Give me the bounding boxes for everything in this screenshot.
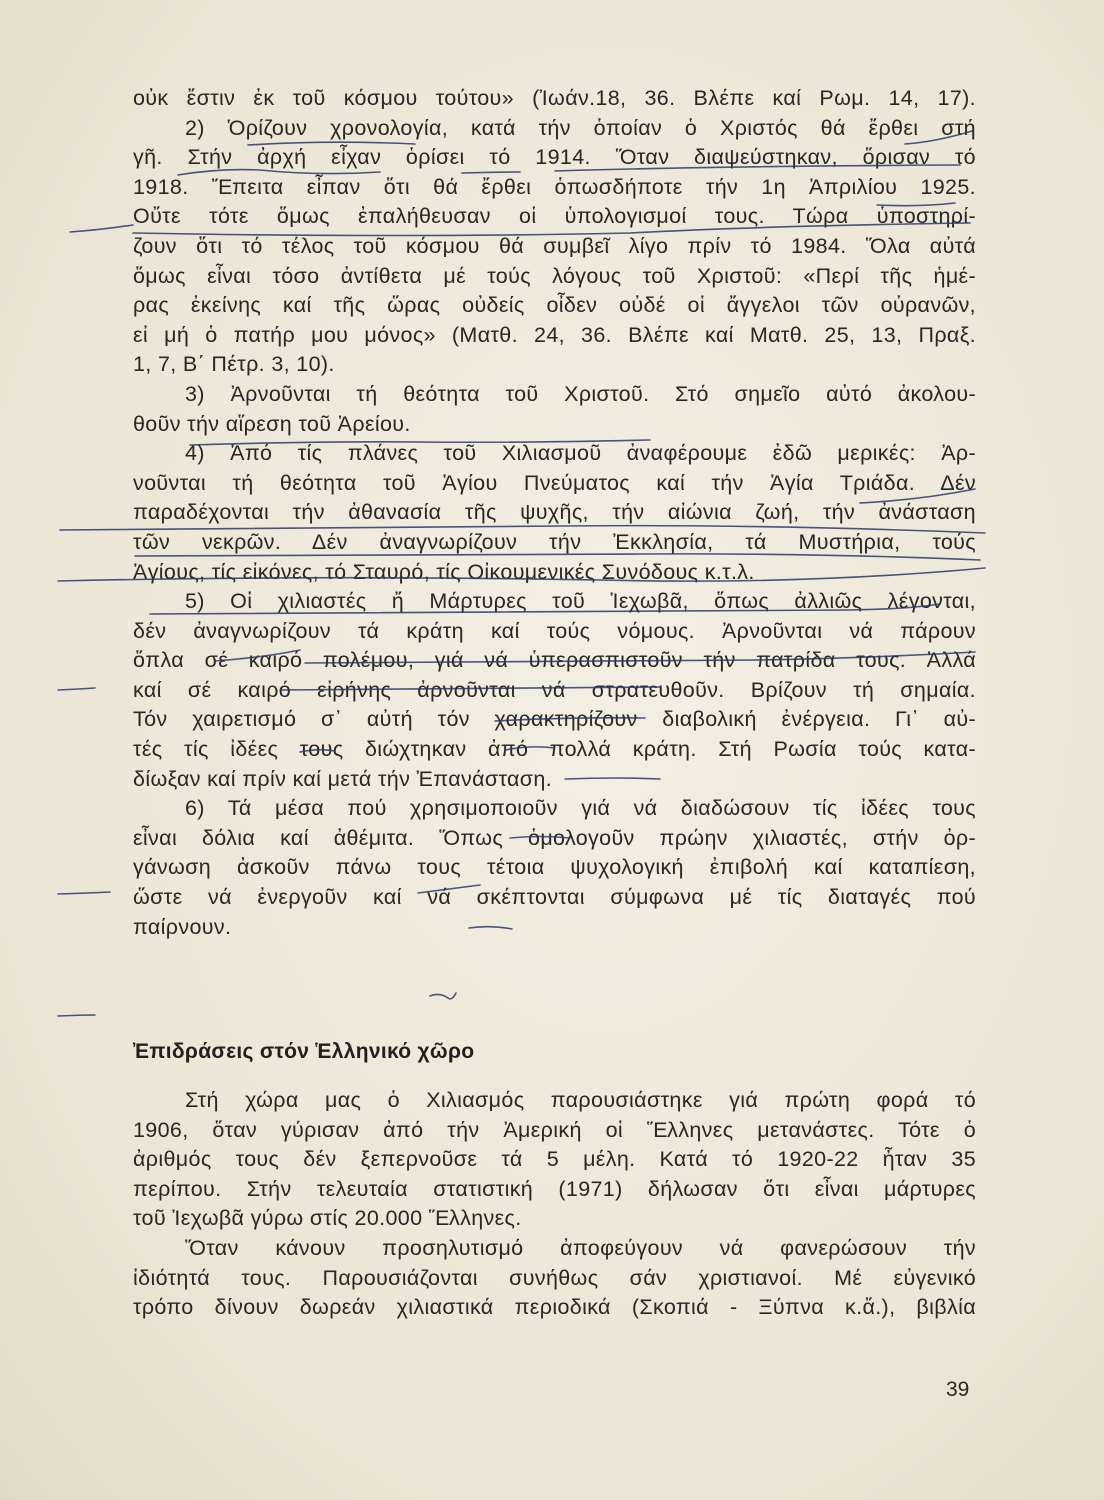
underline-mark	[133, 223, 970, 236]
underline-mark	[178, 170, 380, 175]
margin-line	[58, 568, 985, 581]
text-line: ρας ἐκείνης καί τῆς ὥρας οὐδείς οἶδεν οὐδέ οἱ ἄγγελοι τῶν οὐρανῶν,	[133, 293, 976, 318]
underline-mark	[190, 440, 650, 445]
text-line: ὅπλα σέ καιρό πολέμου, γιά νά ὑπερασπιστοῦν τήν πατρίδα τους. Ἀλλά	[133, 648, 976, 673]
text-line: δέν ἀναγνωρίζουν τά κράτη καί τούς νόμους. Ἀρνοῦνται νά πάρουν	[133, 618, 976, 643]
text-line: περίπου. Στήν τελευταία στατιστική (1971) δήλωσαν ὅτι εἶναι μάρτυρες	[133, 1176, 976, 1201]
underline-mark	[135, 554, 980, 560]
text-line: καί σέ καιρό εἰρήνης ἀρνοῦνται νά στρατευθοῦν. Βρίζουν τή σημαία.	[133, 677, 976, 702]
text-line: 4) Ἀπό τίς πλάνες τοῦ Χιλιασμοῦ ἀναφέρουμε ἐδῶ μερικές: Ἀρ-	[185, 441, 976, 466]
text-line: Οὔτε τότε ὅμως ἐπαλήθευσαν οἱ ὑπολογισμοί τους. Τώρα ὑποστηρί-	[133, 204, 976, 229]
text-line: γῆ. Στήν ἀρχή εἶχαν ὁρίσει τό 1914. Ὅταν διαψεύστηκαν, ὅρισαν τό	[133, 145, 976, 170]
text-line: ὥστε νά ἐνεργοῦν καί νά σκέπτονται σύμφωνα μέ τίς διαταγές πού	[133, 885, 976, 910]
underline-mark	[555, 165, 960, 171]
underline-mark	[905, 131, 972, 144]
margin-line	[58, 688, 95, 690]
text-line: τοῦ Ἰεχωβᾶ γύρω στίς 20.000 Ἕλληνες.	[133, 1206, 522, 1231]
text-line: 5) Οἱ χιλιαστές ἤ Μάρτυρες τοῦ Ἰεχωβᾶ, ὅπως ἀλλιῶς λέγονται,	[185, 589, 976, 614]
margin-line	[58, 1015, 95, 1016]
text-line: ἀριθμός τους δέν ξεπερνοῦσε τά 5 μέλη. Κατά τό 1920-22 ἦταν 35	[133, 1147, 976, 1172]
text-line: Τόν χαιρετισμό σ᾿ αὐτή τόν χαρακτηρίζουν διαβολική ἐνέργεια. Γι᾿ αὐ-	[133, 707, 976, 732]
underline-mark	[418, 885, 480, 893]
squiggle-mark	[430, 993, 456, 999]
underline-mark	[469, 927, 512, 929]
margin-line	[60, 526, 985, 533]
text-line: ἰδιότητά τους. Παρουσιάζονται συνήθως σάν χριστιανοί. Μέ εὐγενικό	[133, 1265, 976, 1290]
underline-mark	[860, 489, 975, 503]
underline-mark	[300, 750, 335, 752]
section-heading: Ἐπιδράσεις στόν Ἑλληνικό χῶρο	[133, 1040, 475, 1063]
text-line: νοῦνται τή θεότητα τοῦ Ἁγίου Πνεύματος καί τήν Ἁγία Τριάδα. Δέν	[133, 470, 976, 495]
text-line: 2) Ὁρίζουν χρονολογία, κατά τήν ὁποίαν ὁ Χριστός θά ἔρθει στή	[185, 115, 976, 140]
underline-mark	[305, 652, 975, 663]
text-line: ὅμως εἶναι τόσο ἀντίθετα μέ τούς λόγους τοῦ Χριστοῦ: «Περί τῆς ἡμέ-	[133, 263, 976, 288]
page-number: 39	[946, 1378, 970, 1401]
text-line: τές τίς ἰδέες τους διώχτηκαν ἀπό πολλά κράτη. Στή Ρωσία τούς κατα-	[133, 737, 976, 762]
underline-mark	[565, 778, 660, 779]
underline-mark	[877, 203, 955, 206]
text-line: 1918. Ἔπειτα εἶπαν ὅτι θά ἔρθει ὁπωσδήποτε τήν 1η Ἀπριλίου 1925.	[133, 174, 976, 199]
text-line: γάνωση ἀσκοῦν πάνω τους τέτοια ψυχολογική ἐπιβολή καί καταπίεση,	[133, 855, 976, 880]
text-line: 3) Ἀρνοῦνται τή θεότητα τοῦ Χριστοῦ. Στό σημεῖο αὐτό ἀκολου-	[185, 381, 976, 406]
underline-mark	[462, 172, 520, 173]
underline-mark	[510, 837, 570, 839]
text-line: ζουν ὅτι τό τέλος τοῦ κόσμου θά συμβεῖ λίγο πρίν τό 1984. Ὅλα αὐτά	[133, 233, 976, 258]
underline-mark	[495, 718, 645, 721]
underline-mark	[150, 604, 940, 614]
text-line: 1, 7, Β΄ Πέτρ. 3, 10).	[133, 352, 335, 377]
text-line: δίωξαν καί πρίν καί μετά τήν Ἐπανάσταση.	[133, 766, 553, 791]
text-line: Ἁγίους, τίς εἰκόνες, τό Σταυρό, τίς Οἰκουμενικές Συνόδους κ.τ.λ.	[133, 559, 755, 584]
text-line: οὐκ ἔστιν ἐκ τοῦ κόσμου τούτου» (Ἰωάν.18, 36. Βλέπε καί Ρωμ. 14, 17).	[133, 86, 976, 110]
text-line: παραδέχονται τήν ἀθανασία τῆς ψυχῆς, τήν αἰώνια ζωή, τήν ἀνάσταση	[133, 500, 976, 525]
text-line: εἶναι δόλια καί ἀθέμιτα. Ὅπως ὁμολογοῦν πρώην χιλιαστές, στήν ὀρ-	[133, 825, 976, 850]
underline-mark	[248, 142, 415, 145]
text-line: Στή χώρα μας ὁ Χιλιασμός παρουσιάστηκε γιά πρώτη φορά τό	[185, 1088, 976, 1112]
text-line: 1906, ὅταν γύρισαν ἀπό τήν Ἀμερική οἱ Ἕλληνες μετανάστες. Τότε ὁ	[133, 1117, 976, 1142]
text-line: 6) Τά μέσα πού χρησιμοποιοῦν γιά νά διαδώσουν τίς ἰδέες τους	[185, 796, 976, 821]
text-line: θοῦν τήν αἵρεση τοῦ Ἀρείου.	[133, 411, 411, 436]
underline-mark	[505, 747, 555, 750]
text-line: τρόπο δίνουν δωρεάν χιλιαστικά περιοδικά (Σκοπιά - Ξύπνα κ.ἄ.), βιβλία	[133, 1295, 976, 1320]
text-line: εἰ μή ὁ πατήρ μου μόνος» (Ματθ. 24, 36. Βλέπε καί Ματθ. 25, 13, Πραξ.	[133, 322, 976, 347]
underline-mark	[280, 687, 660, 690]
text-line: Ὅταν κάνουν προσηλυτισμό ἀποφεύγουν νά φανερώσουν τήν	[185, 1235, 976, 1260]
margin-line	[58, 892, 110, 894]
underline-mark	[215, 650, 300, 661]
text-line: τῶν νεκρῶν. Δέν ἀναγνωρίζουν τήν Ἐκκλησία, τά Μυστήρια, τούς	[133, 529, 976, 554]
margin-line	[70, 225, 133, 232]
text-line: παίρνουν.	[133, 914, 232, 939]
